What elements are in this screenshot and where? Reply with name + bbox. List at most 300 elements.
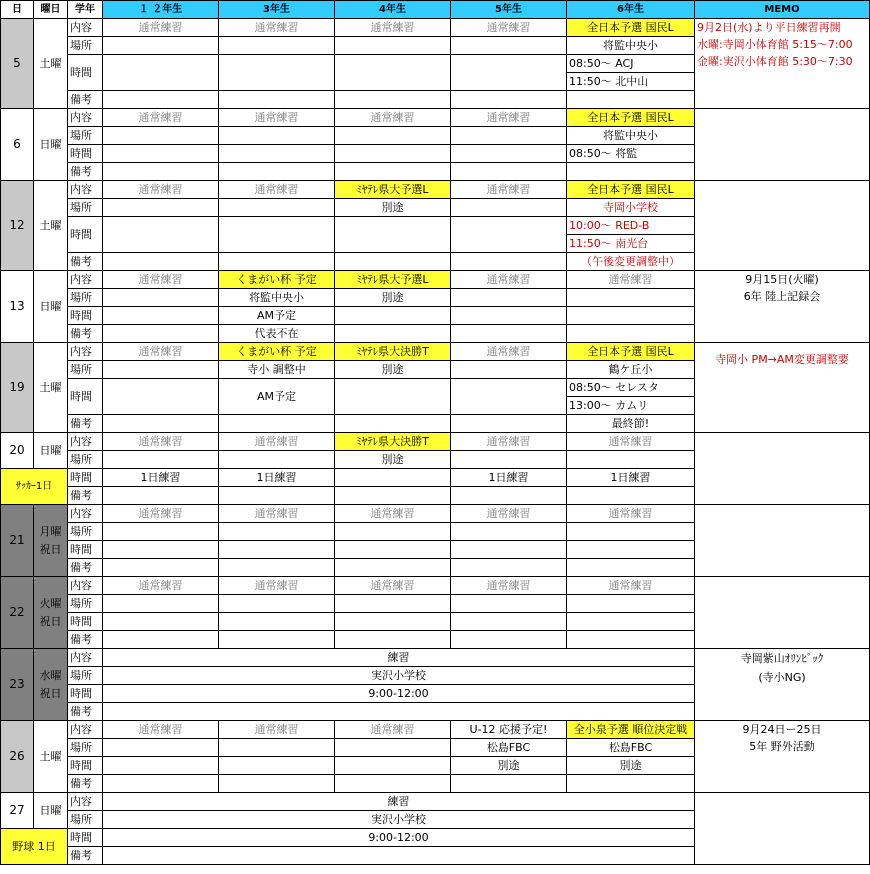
header-grade-4: 4年生 [335,1,451,19]
memo-line: 5年 野外活動 [749,740,815,753]
table-row [1,181,870,199]
cat-note: 備考 [68,775,103,793]
cell [335,217,451,253]
cell: 通常練習 [335,109,451,127]
header-row [1,1,870,19]
weekday-27: 日曜 [34,793,68,829]
cat-place: 場所 [68,361,103,379]
cell: 通常練習 [451,19,567,37]
cell [103,253,219,271]
cell [103,451,219,469]
cell [103,55,219,91]
cell [335,523,451,541]
cell: 13:00～ カムリ [567,397,695,415]
cell [335,253,451,271]
cell [103,199,219,217]
cell [335,91,451,109]
cell: 通常練習 [103,109,219,127]
cell: 通常練習 [219,577,335,595]
cell [335,541,451,559]
cell: 通常練習 [219,109,335,127]
cell [219,775,335,793]
cell [219,757,335,775]
cell [103,379,219,415]
cell [567,595,695,613]
cell [335,559,451,577]
merged-cell: 9:00-12:00 [103,685,695,703]
cat-place: 場所 [68,37,103,55]
weekday-13: 日曜 [34,271,68,343]
weekday-line: 水曜 [39,668,62,682]
merged-cell: 練習 [103,649,695,667]
cat-content: 内容 [68,19,103,37]
merged-cell [103,847,695,865]
cell [219,199,335,217]
cell [103,415,219,433]
cell [451,451,567,469]
cell: 通常練習 [335,721,451,739]
cat-note: 備考 [68,91,103,109]
cell [219,145,335,163]
cell: ﾐﾔﾃﾚ県大決勝T [335,433,451,451]
cat-note: 備考 [68,253,103,271]
cell: 将監中央小 [567,37,695,55]
cell: 寺岡小学校 [567,199,695,217]
cat-content: 内容 [68,181,103,199]
cell: 通常練習 [103,19,219,37]
cell [219,217,335,253]
cell [567,775,695,793]
cell: 通常練習 [103,181,219,199]
header-grade: 学年 [68,1,103,19]
cat-time: 時間 [68,757,103,775]
cell [451,541,567,559]
day-23: 23 [1,649,34,721]
cell: 全日本予選 国民L [567,181,695,199]
header-grade-12: １ ２年生 [103,1,219,19]
day-22: 22 [1,577,34,649]
cell [335,307,451,325]
cell: 全日本予選 国民L [567,109,695,127]
cell: ﾐﾔﾃﾚ県大決勝T [335,343,451,361]
cat-time: 時間 [68,307,103,325]
cat-note: 備考 [68,163,103,181]
cat-content: 内容 [68,343,103,361]
memo-6 [695,109,870,181]
cell: AM予定 [219,307,335,325]
cell: 寺小 調整中 [219,361,335,379]
cell: 通常練習 [451,181,567,199]
memo-line: 寺岡紫山ｵﾘﾝﾋﾟｯｸ [740,652,824,665]
cell [219,415,335,433]
memo-19: 寺岡小 PM→AM変更調整要 [695,343,870,433]
cell: 全日本予選 国民L [567,343,695,361]
cell: 通常練習 [335,505,451,523]
cell [451,253,567,271]
cell [451,55,567,91]
cell [451,613,567,631]
cell: ﾐﾔﾃﾚ県大予選L [335,181,451,199]
cat-note: 備考 [68,487,103,505]
cell: 通常練習 [219,433,335,451]
cell: 通常練習 [103,721,219,739]
header-day: 日 [1,1,34,19]
cell [567,541,695,559]
cat-content: 内容 [68,649,103,667]
cat-content: 内容 [68,271,103,289]
cat-note: 備考 [68,703,103,721]
cat-place: 場所 [68,739,103,757]
weekday-23 [34,649,68,721]
cell [451,415,567,433]
cell: 鶴ケ丘小 [567,361,695,379]
cell [219,127,335,145]
cell [103,163,219,181]
cell [335,127,451,145]
cell: 通常練習 [451,109,567,127]
cat-note: 備考 [68,559,103,577]
cell: 通常練習 [219,181,335,199]
cell [219,541,335,559]
cell [219,451,335,469]
memo-22 [695,577,870,649]
badge-soccer-day: ｻｯｶｰ1日 [1,469,68,505]
cell [451,91,567,109]
cell [103,127,219,145]
memo-line: 6年 陸上記録会 [743,290,821,303]
cell: くまがい杯 予定 [219,271,335,289]
cell: 最終節! [567,415,695,433]
cat-note: 備考 [68,325,103,343]
cell: 代表不在 [219,325,335,343]
cell: 11:50～ 南光台 [567,235,695,253]
cell [451,307,567,325]
cell: AM予定 [219,379,335,415]
cell: 1日練習 [567,469,695,487]
cell: 10:00～ RED-B [567,217,695,235]
cat-content: 内容 [68,721,103,739]
cat-place: 場所 [68,811,103,829]
cell [103,145,219,163]
memo-line: 9月15日(火曜) [745,273,819,286]
cell: （午後変更調整中） [567,253,695,271]
memo-line: (寺小NG) [758,671,806,684]
cell [335,613,451,631]
day-5: 5 [1,19,34,109]
cell [335,379,451,415]
merged-cell [103,703,695,721]
cell: 全小泉予選 順位決定戦 [567,721,695,739]
cell [103,775,219,793]
cell [451,199,567,217]
cell [335,325,451,343]
cell [219,631,335,649]
header-weekday: 曜日 [34,1,68,19]
cell [451,217,567,253]
weekday-line: 月曜 [39,524,62,538]
cell [103,757,219,775]
cell: 通常練習 [103,343,219,361]
cell: 通常練習 [567,577,695,595]
cell: 通常練習 [567,505,695,523]
cell: 通常練習 [567,433,695,451]
badge-baseball-day: 野球 1日 [1,829,68,865]
memo-line: 金曜:実沢小体育館 5:30～7:30 [697,55,853,68]
day-19: 19 [1,343,34,433]
cell [219,523,335,541]
cell [219,37,335,55]
cat-place: 場所 [68,451,103,469]
cell [219,613,335,631]
cell [103,559,219,577]
cell [219,163,335,181]
cell [567,289,695,307]
cat-note: 備考 [68,631,103,649]
weekday-20: 日曜 [34,433,68,469]
cat-time: 時間 [68,145,103,163]
cell: 別途 [567,757,695,775]
cell: 別途 [451,757,567,775]
cat-content: 内容 [68,505,103,523]
cell [103,739,219,757]
cat-time: 時間 [68,613,103,631]
cell [335,469,451,487]
weekday-21 [34,505,68,577]
cat-note: 備考 [68,415,103,433]
cat-time: 時間 [68,55,103,91]
cell [103,595,219,613]
merged-cell: 9:00-12:00 [103,829,695,847]
cell: 別途 [335,361,451,379]
cat-note: 備考 [68,847,103,865]
cat-place: 場所 [68,523,103,541]
cell [335,145,451,163]
cell: 08:50～ ACJ [567,55,695,73]
weekday-26: 土曜 [34,721,68,793]
day-21: 21 [1,505,34,577]
cell [567,559,695,577]
cell: 通常練習 [103,433,219,451]
cat-content: 内容 [68,793,103,811]
cell [567,451,695,469]
cell [451,361,567,379]
cell [451,127,567,145]
cat-content: 内容 [68,433,103,451]
day-27: 27 [1,793,34,829]
weekday-12: 土曜 [34,181,68,271]
header-grade-3: 3年生 [219,1,335,19]
cell [567,325,695,343]
cell: 通常練習 [103,271,219,289]
cell: 通常練習 [219,505,335,523]
cat-place: 場所 [68,199,103,217]
cell [451,775,567,793]
weekday-19: 土曜 [34,343,68,433]
cell [219,559,335,577]
table-row [1,19,870,37]
table-row [1,649,870,667]
table-row [1,721,870,739]
cell [451,145,567,163]
cell: 通常練習 [567,271,695,289]
cell [335,415,451,433]
cell [103,91,219,109]
header-memo: MEMO [695,1,870,19]
cell [451,379,567,415]
cat-content: 内容 [68,109,103,127]
cell: 将監中央小 [219,289,335,307]
cell: 別途 [335,199,451,217]
cell [103,37,219,55]
merged-cell: 練習 [103,793,695,811]
cell [219,91,335,109]
cell [219,595,335,613]
cell: 通常練習 [335,577,451,595]
cell [335,757,451,775]
cat-time: 時間 [68,685,103,703]
cell [103,541,219,559]
cell: 1日練習 [219,469,335,487]
cell [219,487,335,505]
cell: 通常練習 [103,577,219,595]
table-row [1,505,870,523]
memo-5 [695,19,870,109]
memo-23 [695,649,870,721]
cell: 通常練習 [451,577,567,595]
weekday-line: 祝日 [39,686,62,700]
cell [103,487,219,505]
day-26: 26 [1,721,34,793]
cell: ﾐﾔﾃﾚ県大予選L [335,271,451,289]
cell [335,775,451,793]
cell [567,523,695,541]
cell [451,163,567,181]
table-row [1,433,870,451]
cell [567,487,695,505]
cell [335,595,451,613]
cell: 別途 [335,289,451,307]
cell: 通常練習 [451,271,567,289]
memo-13 [695,271,870,343]
cat-place: 場所 [68,127,103,145]
day-20: 20 [1,433,34,469]
cell [103,289,219,307]
cell: 全日本予選 国民L [567,19,695,37]
cell [103,307,219,325]
cell [567,163,695,181]
cell [335,631,451,649]
table-row [1,109,870,127]
cell [219,739,335,757]
table-row [1,793,870,811]
cell: 松島FBC [567,739,695,757]
memo-line: 9月2日(水)より平日練習再開 [697,21,841,34]
cat-time: 時間 [68,379,103,415]
memo-line: 水曜:寺岡小体育館 5:15～7:00 [697,38,853,51]
cell [451,559,567,577]
weekday-line: 祝日 [39,614,62,628]
cell [103,325,219,343]
cat-time: 時間 [68,217,103,253]
cell: 別途 [335,451,451,469]
cell [451,289,567,307]
cat-place: 場所 [68,667,103,685]
cell [219,253,335,271]
cat-time: 時間 [68,469,103,487]
cat-place: 場所 [68,289,103,307]
header-grade-5: 5年生 [451,1,567,19]
memo-12 [695,181,870,271]
cell [451,325,567,343]
cat-content: 内容 [68,577,103,595]
cell [103,523,219,541]
cell: 通常練習 [335,19,451,37]
cell: 1日練習 [103,469,219,487]
merged-cell: 実沢小学校 [103,811,695,829]
cell [567,307,695,325]
cell [451,631,567,649]
cell: 08:50～ セレスタ [567,379,695,397]
memo-21 [695,505,870,577]
cell [567,631,695,649]
header-grade-6: 6年生 [567,1,695,19]
cell [335,163,451,181]
cell [335,55,451,91]
merged-cell: 実沢小学校 [103,667,695,685]
cell: 11:50～ 北中山 [567,73,695,91]
cell: 通常練習 [451,505,567,523]
cell [103,613,219,631]
cell [103,217,219,253]
cell: 通常練習 [103,505,219,523]
day-13: 13 [1,271,34,343]
cell [103,631,219,649]
day-6: 6 [1,109,34,181]
cell: 1日練習 [451,469,567,487]
cat-place: 場所 [68,595,103,613]
table-row [1,577,870,595]
cat-time: 時間 [68,541,103,559]
cell: 通常練習 [219,721,335,739]
memo-line: 9月24日ー25日 [742,723,822,736]
cat-time: 時間 [68,829,103,847]
weekday-line: 火曜 [39,596,62,610]
cell: くまがい杯 予定 [219,343,335,361]
cell [103,361,219,379]
cell: 通常練習 [219,19,335,37]
cell: U-12 応援予定! [451,721,567,739]
cell: 将監中央小 [567,127,695,145]
weekday-22 [34,577,68,649]
cell [219,55,335,91]
cell [451,523,567,541]
cell [567,91,695,109]
weekday-6: 日曜 [34,109,68,181]
cell [335,739,451,757]
weekday-5: 土曜 [34,19,68,109]
memo-27 [695,793,870,865]
cell: 松島FBC [451,739,567,757]
cell: 08:50～ 将監 [567,145,695,163]
table-row [1,271,870,289]
cell [335,37,451,55]
table-row [1,343,870,361]
cell: 通常練習 [451,433,567,451]
memo-26 [695,721,870,793]
memo-20 [695,433,870,505]
weekday-line: 祝日 [39,542,62,556]
cell [451,487,567,505]
